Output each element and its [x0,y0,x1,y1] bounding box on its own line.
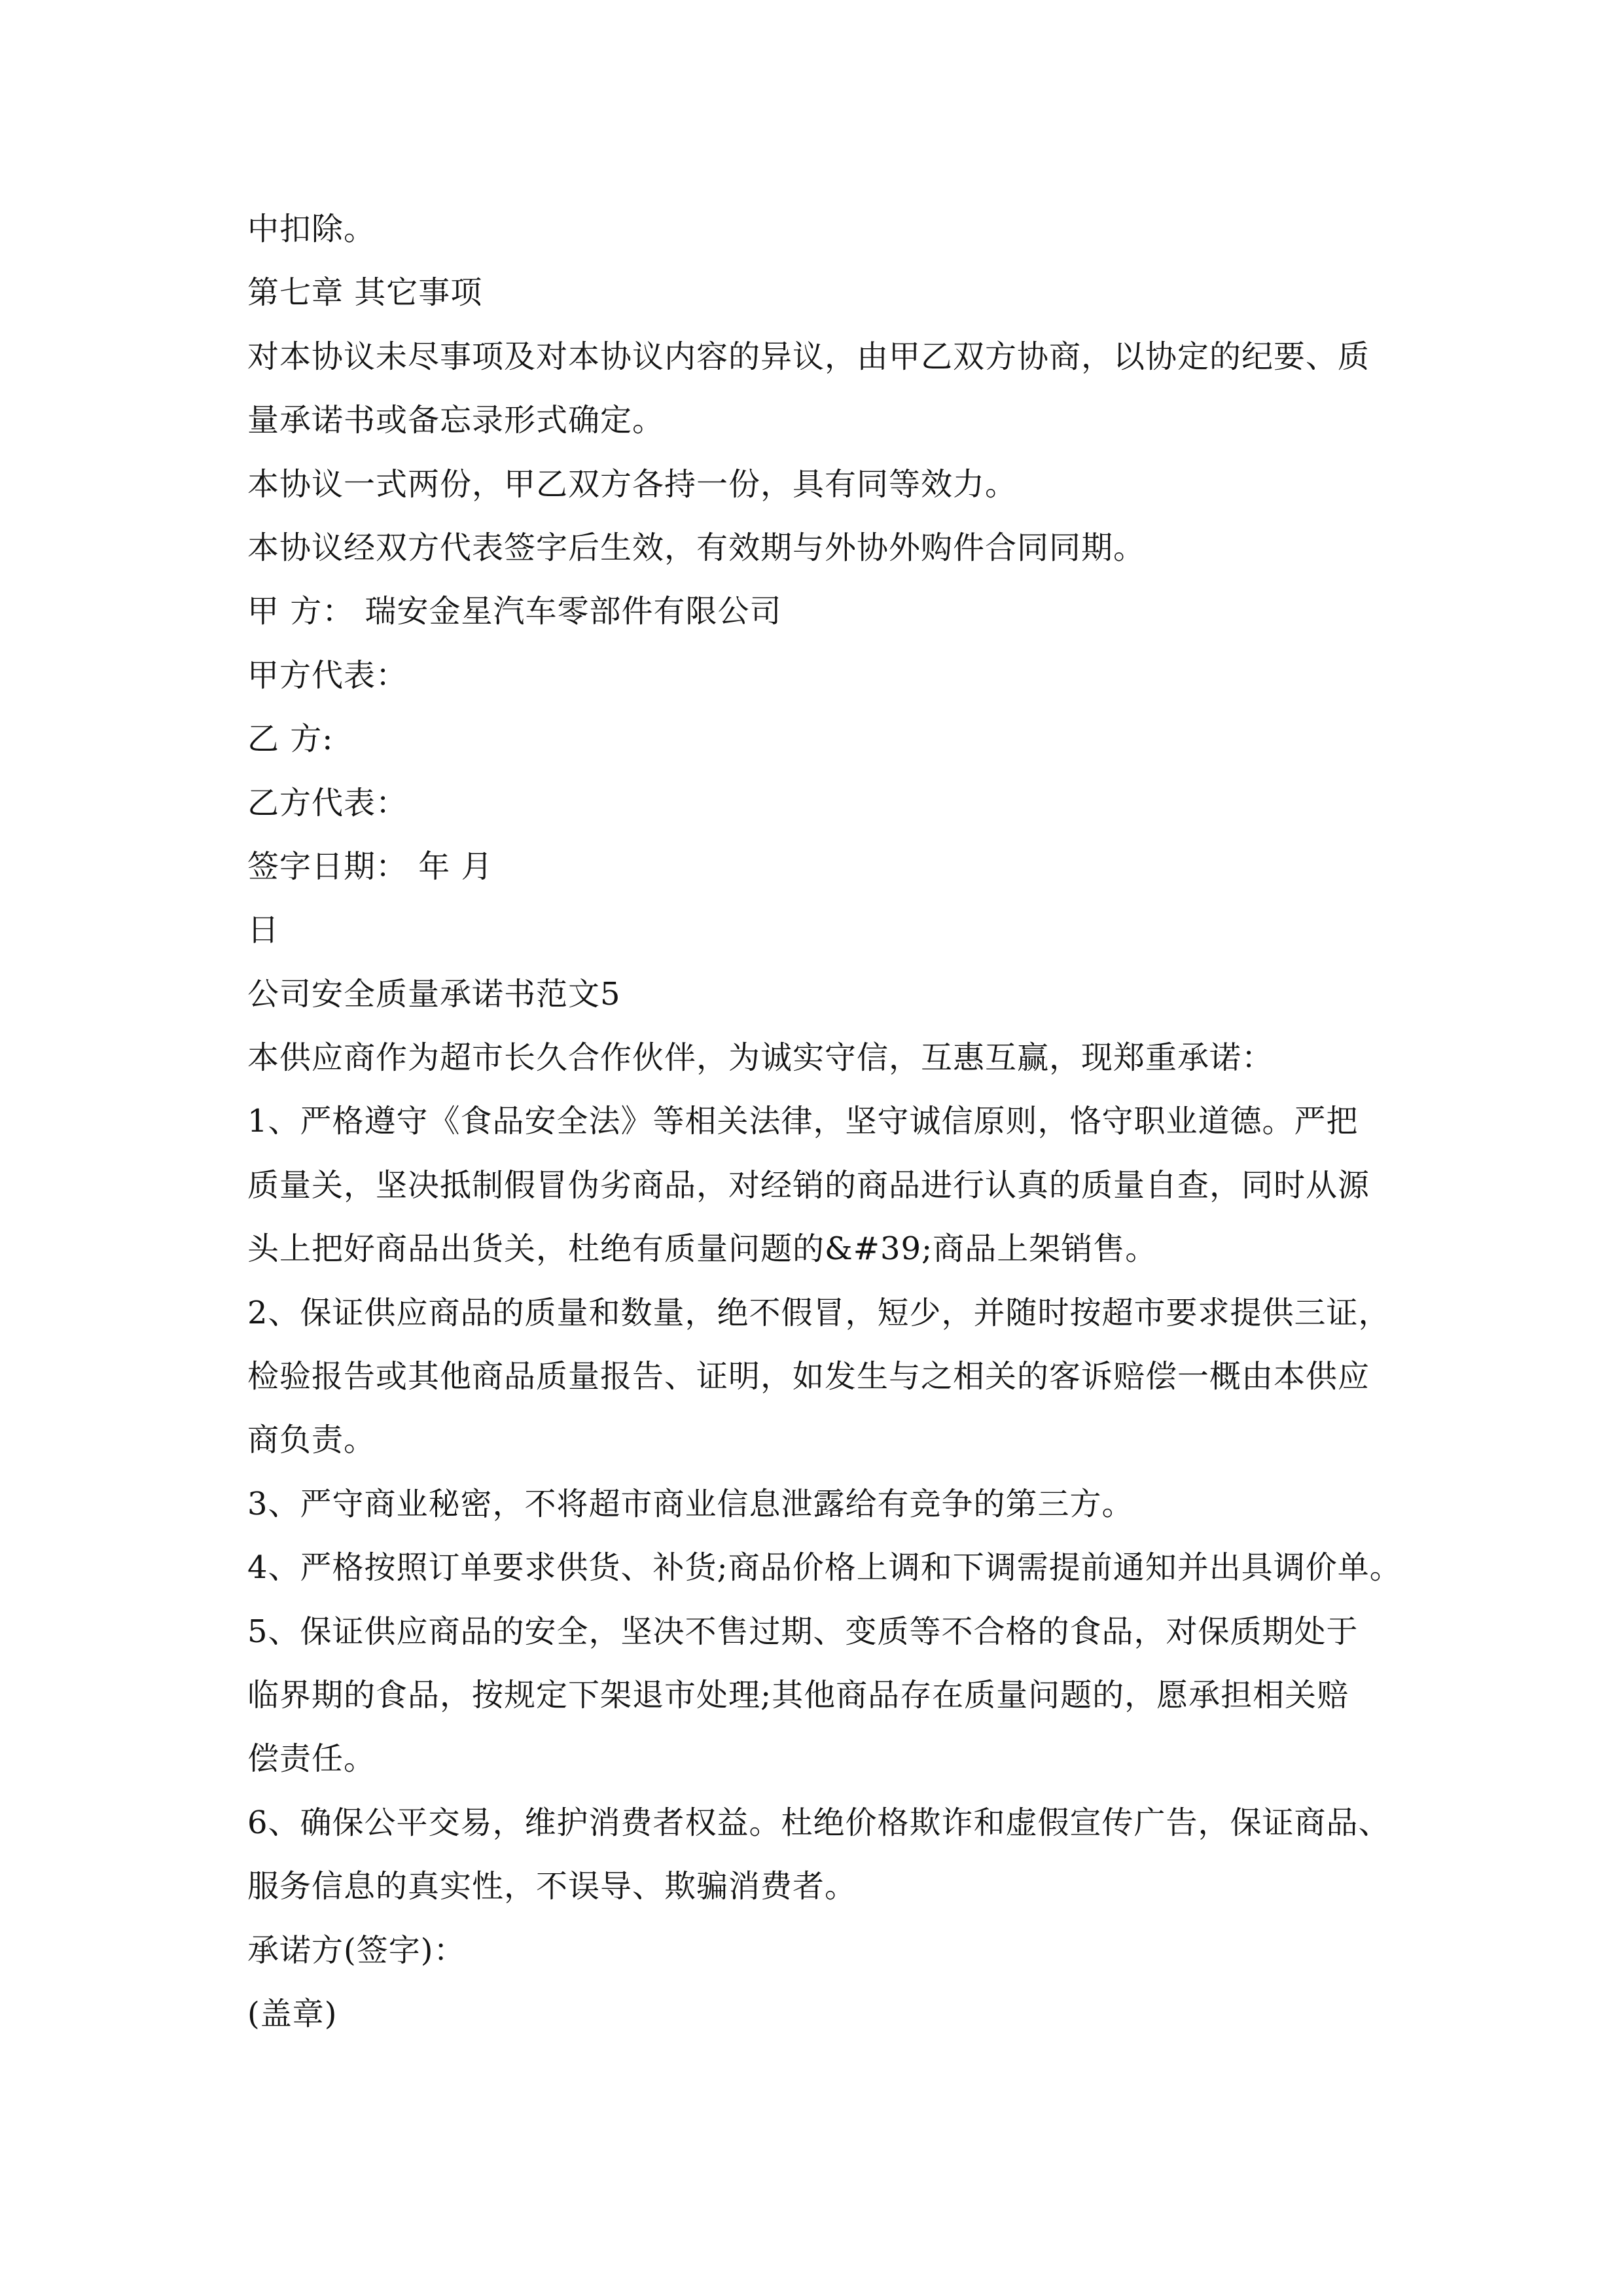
seal-line: (盖章) [247,1995,338,2032]
party-b-line: 乙 方: [247,721,334,758]
party-b-representative-line: 乙方代表： [247,784,408,821]
text-line: 商负责。 [247,1422,376,1459]
text-line: 5、保证供应商品的安全，坚决不售过期、变质等不合格的食品，对保质期处于 [247,1613,1359,1650]
signing-date-line: 签字日期： 年 月 [247,848,493,885]
text-line: 头上把好商品出货关，杜绝有质量问题的&#39;商品上架销售。 [247,1230,1158,1268]
text-line: 2、保证供应商品的质量和数量，绝不假冒，短少，并随时按超市要求提供三证， [247,1294,1391,1331]
text-line: 本供应商作为超市长久合作伙伴，为诚实守信，互惠互赢，现郑重承诺： [247,1039,1274,1077]
text-line: 1、严格遵守《食品安全法》等相关法律，坚守诚信原则，恪守职业道德。严把 [247,1103,1359,1140]
text-line: 偿责任。 [247,1740,376,1778]
text-line: 4、严格按照订单要求供货、补货;商品价格上调和下调需提前通知并出具调价单。 [247,1549,1402,1587]
text-line: 量承诺书或备忘录形式确定。 [247,402,665,439]
text-line: 6、确保公平交易，维护消费者权益。杜绝价格欺诈和虚假宣传广告，保证商品、 [247,1804,1391,1841]
text-line: 检验报告或其他商品质量报告、证明，如发生与之相关的客诉赔偿一概由本供应 [247,1358,1370,1395]
text-line: 本协议一式两份，甲乙双方各持一份，具有同等效力。 [247,465,1018,503]
text-line: 3、严守商业秘密，不将超市商业信息泄露给有竞争的第三方。 [247,1485,1134,1522]
party-a-representative-line: 甲方代表： [247,656,408,694]
party-a-line: 甲 方： 瑞安金星汽车零部件有限公司 [247,593,782,630]
text-line: 本协议经双方代表签字后生效，有效期与外协外购件合同同期。 [247,529,1146,566]
document-body [247,198,1402,2046]
text-line: 质量关，坚决抵制假冒伪劣商品，对经销的商品进行认真的质量自查，同时从源 [247,1166,1370,1204]
text-line: 对本协议未尽事项及对本协议内容的异议，由甲乙双方协商，以协定的纪要、质 [247,338,1370,375]
text-line: 临界期的食品，按规定下架退市处理;其他商品存在质量问题的，愿承担相关赔 [247,1676,1349,1713]
text-line: 中扣除。 [247,211,376,247]
chapter-heading: 第七章 其它事项 [247,274,483,312]
signing-date-day-line: 日 [247,912,280,949]
promisor-signature-line: 承诺方(签字)： [247,1931,466,1969]
text-line: 服务信息的真实性，不误导、欺骗消费者。 [247,1868,857,1905]
section-title: 公司安全质量承诺书范文5 [247,975,621,1013]
